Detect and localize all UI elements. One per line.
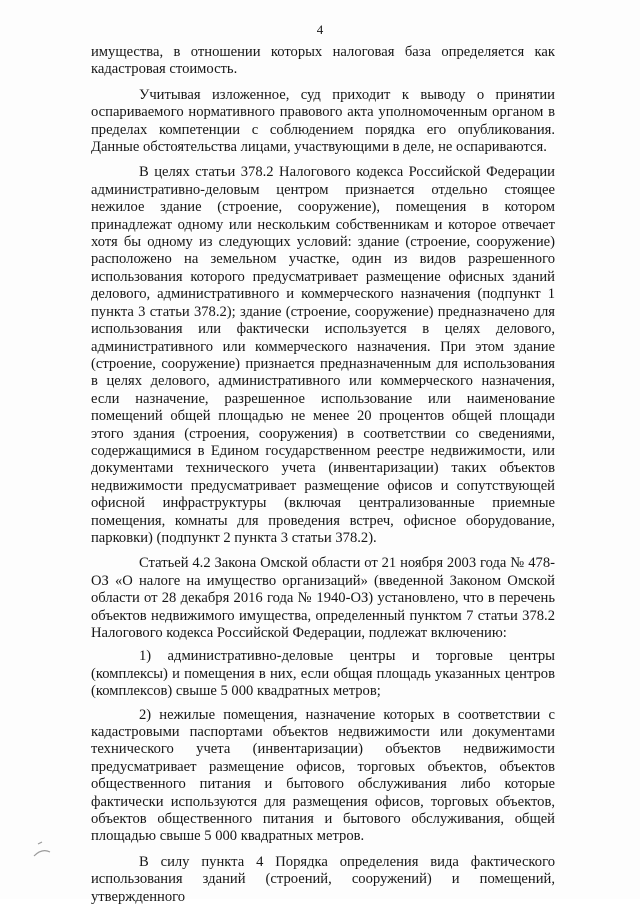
paragraph-procedure-reference: В силу пункта 4 Порядка определения вида фактического использования зданий (строений, сооружений) и помещений, утвержденного bbox=[91, 853, 555, 905]
list-item-1: 1) административно-деловые центры и торговые центры (комплексы) и помещения в них, если общая площадь указанных центров (комплексов) свыше 5 000 квадратных метров; bbox=[91, 648, 555, 700]
paragraph-court-conclusion: Учитывая изложенное, суд приходит к выводу о принятии оспариваемого нормативного правового акта уполномоченным органом в пределах компетенции с соблюдением порядка его опубликования. Данные обстоятельства лицами, участвующими в деле, не оспариваются. bbox=[91, 86, 555, 156]
paragraph-omsk-law-reference: Статьей 4.2 Закона Омской области от 21 ноября 2003 года № 478-ОЗ «О налоге на имущество организаций» (введенной Законом Омской области от 28 декабря 2016 года № 1940-ОЗ) установлено, что в перечень объектов недвижимого имущества, определенный пунктом 7 статьи 378.2 Налогового кодекса Российской Федерации, подлежат включению: bbox=[91, 555, 555, 641]
document-body bbox=[91, 44, 555, 914]
page-number: 4 bbox=[316, 22, 324, 37]
paragraph-continuation: имущества, в отношении которых налоговая база определяется как кадастровая стоимость. bbox=[91, 44, 555, 78]
paragraph-admin-business-center-definition: В целях статьи 378.2 Налогового кодекса Российской Федерации административно-деловым центром признается отдельно стоящее нежилое здание (строение, сооружение), помещения в котором принадлежат одному или нескольким собственникам и которое отвечает хотя бы одному из следующих условий: здание (строение, сооружение) расположено на земельном участке, один из видов разрешенного использования которого предусматривает размещение офисных зданий делового, административного и коммерческого назначения (подпункт 1 пункта 3 статьи 378.2); здание (строение, сооружение) предназначено для использования или фактически используется в целях делового, административного или коммерческого назначения. При этом здание (строение, сооружение) признается предназначенным для использования в целях делового, административного или коммерческого назначения, если назначение, разрешенное использование или наименование помещений общей площадью не менее 20 процентов общей площади этого здания (строения, сооружения) в соответствии со сведениями, содержащимися в Едином государственном реестре недвижимости, или документами технического учета (инвентаризации) таких объектов недвижимости предусматривает размещение офисов и сопутствующей офисной инфраструктуры (включая централизованные приемные помещения, комнаты для проведения встреч, офисное оборудование, парковки) (подпункт 2 пункта 3 статьи 378.2). bbox=[91, 164, 555, 546]
list-item-2: 2) нежилые помещения, назначение которых в соответствии с кадастровыми паспортами объектов недвижимости или документами технического учета (инвентаризации) объектов недвижимости предусматривает размещение офисов, торговых объектов, объектов общественного питания и бытового обслуживания либо которые фактически используются для размещения офисов, торговых объектов, объектов общественного питания и бытового обслуживания, общей площадью свыше 5 000 квадратных метров. bbox=[91, 706, 555, 845]
pen-mark-icon bbox=[28, 826, 68, 866]
